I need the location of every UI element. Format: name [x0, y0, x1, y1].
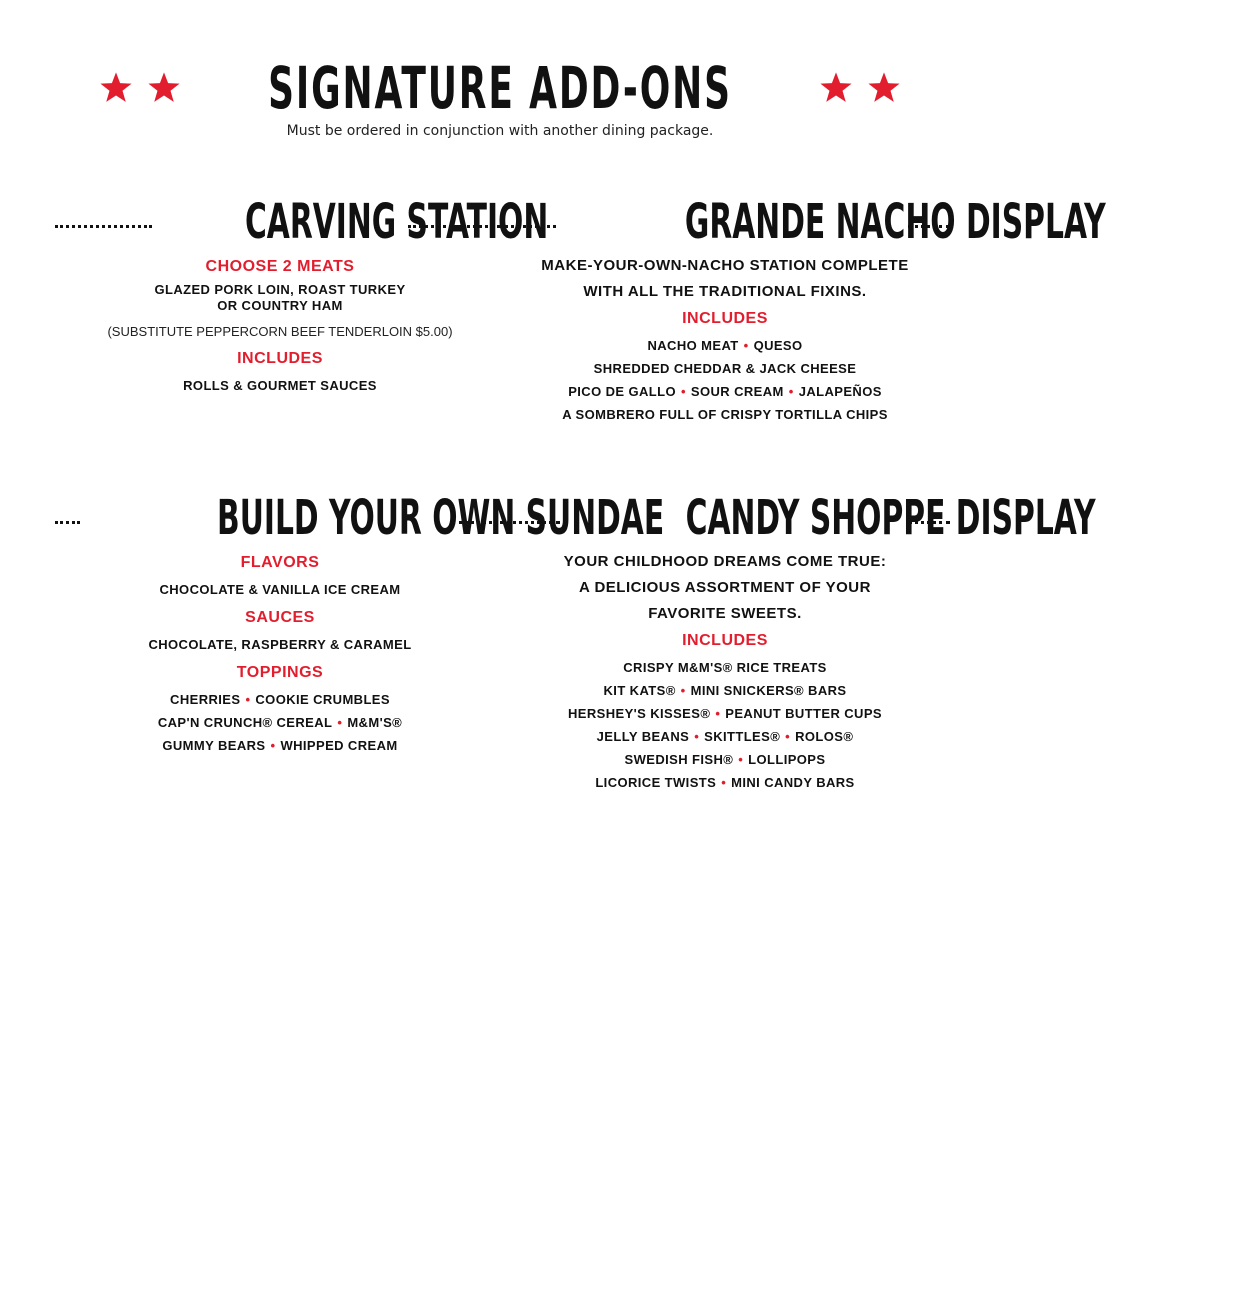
item-text: WHIPPED CREAM — [280, 738, 398, 753]
item-text: GUMMY BEARS — [162, 738, 266, 753]
star-icon — [819, 71, 853, 105]
list-item — [500, 748, 950, 771]
list-item — [55, 711, 505, 734]
lead-line: A DELICIOUS ASSORTMENT OF YOUR — [579, 579, 871, 596]
choose-label: CHOOSE 2 MEATS — [205, 258, 355, 275]
item-text: NACHO MEAT — [647, 338, 739, 353]
item-text: CAP'N CRUNCH® CEREAL — [157, 715, 333, 730]
list-item — [500, 702, 950, 725]
bullet-icon: • — [785, 729, 791, 744]
list-item — [500, 771, 950, 794]
item-text: COOKIE CRUMBLES — [255, 692, 390, 707]
item-text: KIT KATS® — [603, 683, 676, 698]
toppings-label: TOPPINGS — [236, 664, 324, 681]
dotted-rule — [55, 521, 80, 524]
meats-line: OR COUNTRY HAM — [217, 298, 343, 313]
bullet-icon: • — [715, 706, 721, 721]
includes-label: INCLUDES — [682, 632, 768, 649]
bullet-icon: • — [337, 715, 343, 730]
item-text: MINI SNICKERS® BARS — [690, 683, 847, 698]
nacho-display-section — [500, 194, 1106, 426]
bullet-icon: • — [721, 775, 727, 790]
item-text: CHERRIES — [170, 692, 241, 707]
page-subtitle: Must be ordered in conjunction with another dining package. — [286, 123, 714, 139]
section-heading — [55, 490, 665, 546]
star-icon — [147, 71, 181, 105]
lead-line: MAKE-YOUR-OWN-NACHO STATION COMPLETE — [541, 257, 909, 274]
item-text: PICO DE GALLO — [568, 384, 676, 399]
item-text: ROLOS® — [795, 729, 854, 744]
list-item — [55, 734, 505, 757]
dotted-rule — [55, 225, 152, 228]
carving-station-section — [55, 194, 549, 397]
includes-label: INCLUDES — [682, 310, 768, 327]
item-text: QUESO — [753, 338, 803, 353]
section-heading — [500, 194, 1106, 250]
flavors-item: CHOCOLATE & VANILLA ICE CREAM — [159, 582, 401, 597]
section-heading — [55, 194, 549, 250]
item-text: SOUR CREAM — [690, 384, 784, 399]
bullet-icon: • — [680, 683, 686, 698]
star-icon — [99, 71, 133, 105]
section-title: BUILD YOUR OWN SUNDAE — [217, 490, 665, 546]
item-text: HERSHEY'S KISSES® — [568, 706, 711, 721]
list-item — [500, 679, 950, 702]
item-text: SWEDISH FISH® — [624, 752, 734, 767]
item-text: M&M'S® — [347, 715, 403, 730]
item-text: MINI CANDY BARS — [731, 775, 855, 790]
list-item: A SOMBRERO FULL OF CRISPY TORTILLA CHIPS — [562, 407, 888, 422]
flavors-label: FLAVORS — [240, 554, 320, 571]
page-header — [0, 55, 1000, 139]
bullet-icon: • — [694, 729, 700, 744]
list-item: CRISPY M&M'S® RICE TREATS — [623, 660, 827, 675]
lead-line: WITH ALL THE TRADITIONAL FIXINS. — [583, 283, 867, 300]
list-item — [500, 725, 950, 748]
bullet-icon: • — [245, 692, 251, 707]
page-title: SIGNATURE ADD-ONS — [268, 54, 732, 122]
item-text: JELLY BEANS — [596, 729, 690, 744]
bullet-icon: • — [680, 384, 686, 399]
bullet-icon: • — [788, 384, 794, 399]
item-text: PEANUT BUTTER CUPS — [725, 706, 882, 721]
section-heading — [500, 490, 1096, 546]
dotted-rule — [500, 521, 560, 524]
substitute-note: (SUBSTITUTE PEPPERCORN BEEF TENDERLOIN $5.00) — [107, 324, 453, 339]
item-text: SKITTLES® — [704, 729, 781, 744]
list-item — [500, 380, 950, 403]
list-item — [55, 688, 505, 711]
lead-line: FAVORITE SWEETS. — [648, 605, 802, 622]
item-text: LICORICE TWISTS — [595, 775, 717, 790]
meats-line: GLAZED PORK LOIN, ROAST TURKEY — [154, 282, 406, 297]
left-stars — [99, 71, 181, 105]
item-text: JALAPEÑOS — [798, 384, 882, 399]
sauces-label: SAUCES — [245, 609, 315, 626]
bullet-icon: • — [270, 738, 276, 753]
section-title: CARVING STATION — [244, 194, 549, 250]
includes-item: ROLLS & GOURMET SAUCES — [183, 378, 377, 393]
right-stars — [819, 71, 901, 105]
bullet-icon: • — [743, 338, 749, 353]
item-text: LOLLIPOPS — [748, 752, 826, 767]
star-icon — [867, 71, 901, 105]
bullet-icon: • — [738, 752, 744, 767]
section-title: GRANDE NACHO DISPLAY — [684, 194, 1106, 250]
lead-line: YOUR CHILDHOOD DREAMS COME TRUE: — [563, 553, 887, 570]
title-row — [0, 55, 1000, 121]
list-item: SHREDDED CHEDDAR & JACK CHEESE — [593, 361, 857, 376]
dotted-rule — [500, 225, 556, 228]
section-title: CANDY SHOPPE DISPLAY — [685, 490, 1096, 546]
sauces-item: CHOCOLATE, RASPBERRY & CARAMEL — [148, 637, 412, 652]
includes-label: INCLUDES — [237, 350, 323, 367]
list-item — [500, 334, 950, 357]
candy-shoppe-section — [500, 490, 1096, 794]
